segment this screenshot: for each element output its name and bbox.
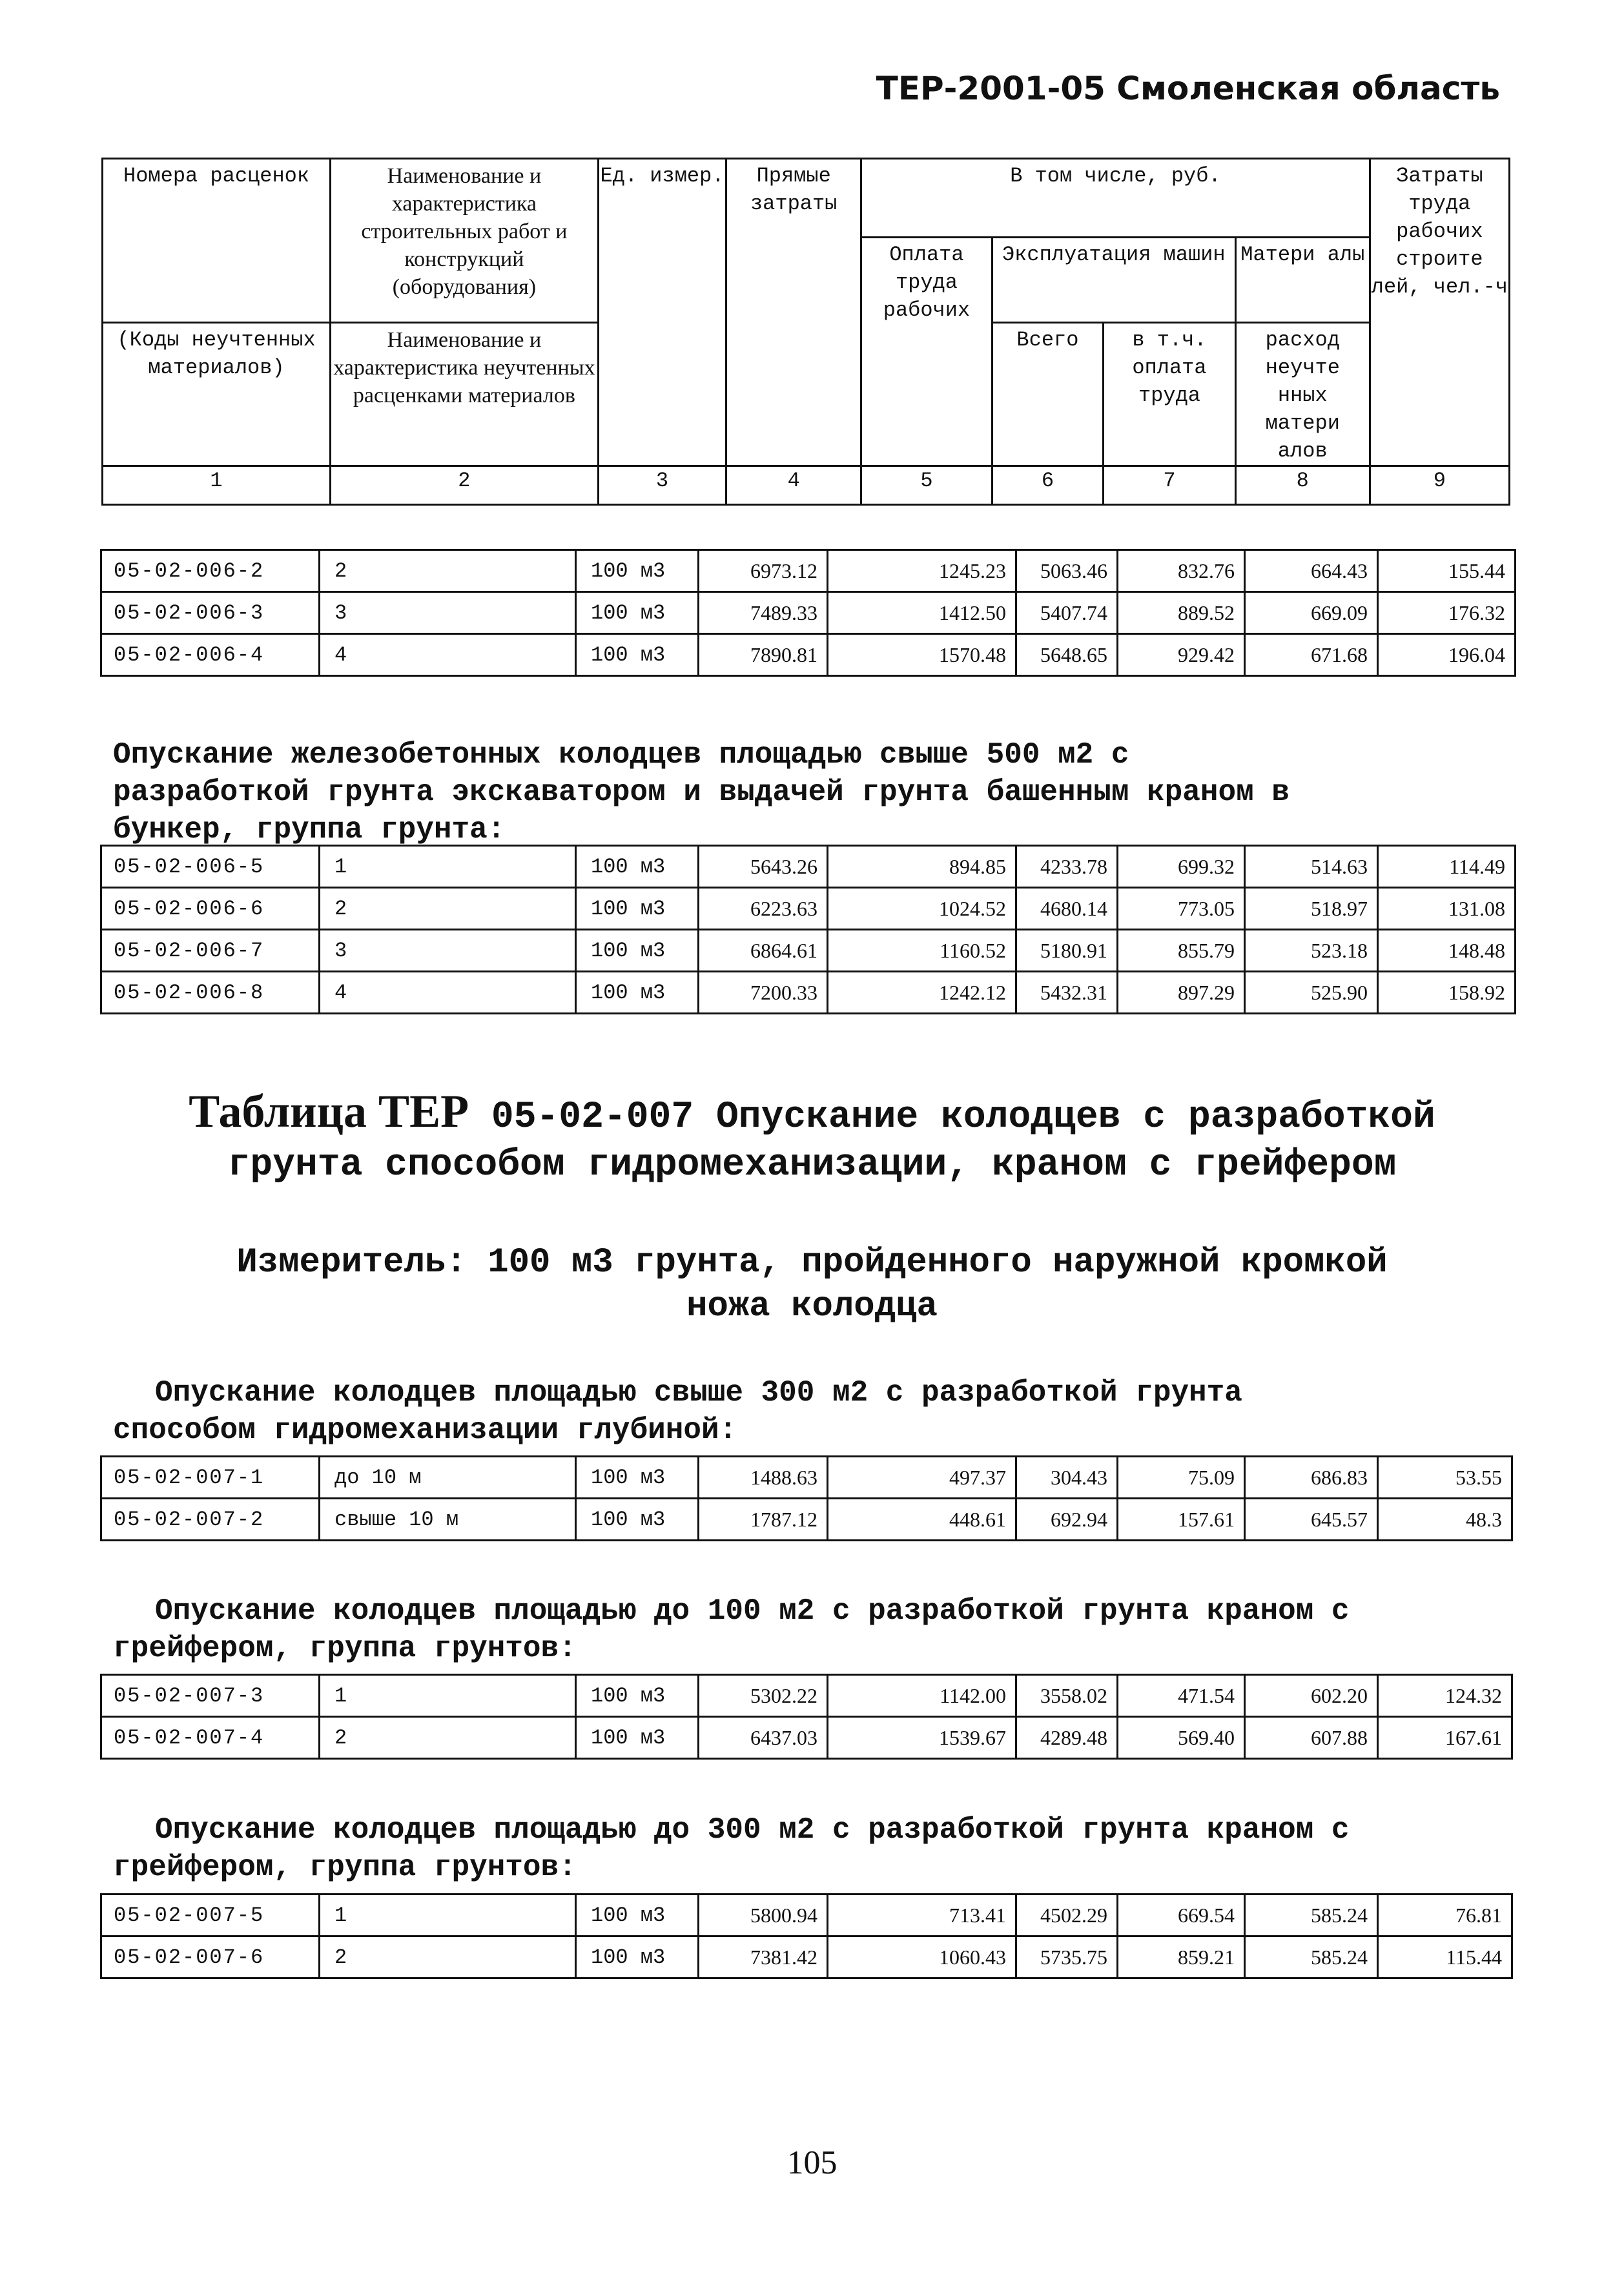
rate-code-cell: 05-02-006-2 (101, 550, 320, 592)
labor-pay-cell: 1245.23 (828, 550, 1016, 592)
direct-cost-cell: 1488.63 (699, 1457, 828, 1499)
labor-hours-cell: 148.48 (1378, 930, 1516, 972)
table-title-line2: грунта способом гидромеханизации, краном с грейфером (227, 1144, 1397, 1186)
materials-cell: 523.18 (1245, 930, 1378, 972)
rate-code-cell: 05-02-006-8 (101, 972, 320, 1014)
table-title (0, 1087, 1624, 1189)
labor-pay-cell: 1412.50 (828, 592, 1016, 634)
rates-table-d (100, 1674, 1513, 1760)
section-e-line: Опускание колодцев площадью до 300 м2 с разработкой грунта краном с (155, 1813, 1350, 1847)
table-row (101, 930, 1516, 972)
rates-table-d-body (101, 1675, 1512, 1759)
group-header: В том числе, руб. (861, 159, 1370, 238)
work-name-cell: 2 (320, 888, 576, 930)
machines-total-cell: 3558.02 (1016, 1675, 1118, 1717)
section-d-line: грейфером, группа грунтов: (113, 1632, 577, 1665)
labor-hours-cell: 196.04 (1378, 634, 1516, 676)
column-number-row (103, 466, 1510, 505)
unit-cell: 100 м3 (576, 1895, 699, 1936)
direct-cost-cell: 6437.03 (699, 1717, 828, 1759)
direct-cost-cell: 5302.22 (699, 1675, 828, 1717)
work-name-cell: 3 (320, 592, 576, 634)
machines-labor-cell: 569.40 (1118, 1717, 1245, 1759)
section-e-line: грейфером, группа грунтов: (113, 1851, 577, 1884)
rate-code-cell: 05-02-007-5 (101, 1895, 320, 1936)
materials-cell: 645.57 (1245, 1499, 1378, 1541)
rate-code-cell: 05-02-007-6 (101, 1936, 320, 1978)
materials-cell: 671.68 (1245, 634, 1378, 676)
table-row (101, 1675, 1512, 1717)
column-number: 8 (1235, 466, 1370, 505)
col2-header: Наименование и характеристика строительных работ и конструкций (оборудования) (331, 159, 599, 323)
labor-hours-cell: 155.44 (1378, 550, 1516, 592)
labor-pay-cell: 1024.52 (828, 888, 1016, 930)
materials-cell: 664.43 (1245, 550, 1378, 592)
col6-header: Всего (992, 323, 1103, 466)
rates-table-b (100, 845, 1516, 1014)
machines-total-cell: 5180.91 (1016, 930, 1118, 972)
col8-header: Матери алы (1235, 238, 1370, 323)
machines-labor-cell: 897.29 (1118, 972, 1245, 1014)
labor-hours-cell: 115.44 (1378, 1936, 1512, 1978)
col5-header: Оплата труда рабочих (861, 238, 992, 466)
section-c-heading (113, 1374, 1556, 1449)
rates-table-c (100, 1455, 1513, 1541)
rate-code-cell: 05-02-007-3 (101, 1675, 320, 1717)
column-number: 1 (103, 466, 331, 505)
machines-labor-cell: 855.79 (1118, 930, 1245, 972)
machines-total-cell: 4289.48 (1016, 1717, 1118, 1759)
section-b-line: разработкой грунта экскаватором и выдачей грунта башенным краном в (113, 775, 1290, 809)
table-row (101, 888, 1516, 930)
machines-labor-cell: 699.32 (1118, 846, 1245, 888)
rate-code-cell: 05-02-007-2 (101, 1499, 320, 1541)
machines-labor-cell: 773.05 (1118, 888, 1245, 930)
table-row (101, 846, 1516, 888)
machines-labor-cell: 889.52 (1118, 592, 1245, 634)
labor-hours-cell: 167.61 (1378, 1717, 1512, 1759)
col9-header-spacer (1370, 323, 1509, 466)
table-row (101, 592, 1516, 634)
machines-labor-cell: 832.76 (1118, 550, 1245, 592)
rates-table-a-body (101, 550, 1516, 676)
machines-total-cell: 4680.14 (1016, 888, 1118, 930)
labor-pay-cell: 448.61 (828, 1499, 1016, 1541)
labor-pay-cell: 1060.43 (828, 1936, 1016, 1978)
rates-table-e (100, 1893, 1513, 1979)
table-row (101, 1457, 1512, 1499)
col9-header: Затраты труда рабочих строите лей, чел.-ч (1370, 159, 1509, 323)
unit-cell: 100 м3 (576, 972, 699, 1014)
column-number: 4 (726, 466, 861, 505)
column-number: 2 (331, 466, 599, 505)
table-title-code: 05-02-007 (491, 1096, 694, 1138)
measure-line: Измеритель: 100 м3 грунта, пройденного наружной кромкой (236, 1243, 1388, 1282)
unit-cell: 100 м3 (576, 1675, 699, 1717)
column-number: 6 (992, 466, 1103, 505)
rate-code-cell: 05-02-006-7 (101, 930, 320, 972)
machines-labor-cell: 859.21 (1118, 1936, 1245, 1978)
direct-cost-cell: 6973.12 (699, 550, 828, 592)
materials-cell: 686.83 (1245, 1457, 1378, 1499)
direct-cost-cell: 7489.33 (699, 592, 828, 634)
column-header-table (101, 158, 1510, 506)
labor-pay-cell: 1242.12 (828, 972, 1016, 1014)
work-name-cell: 4 (320, 634, 576, 676)
machines-total-cell: 5432.31 (1016, 972, 1118, 1014)
col3-header: Ед. измер. (598, 159, 726, 466)
work-name-cell: 3 (320, 930, 576, 972)
table-row (101, 550, 1516, 592)
machines-total-cell: 5407.74 (1016, 592, 1118, 634)
unit-cell: 100 м3 (576, 1457, 699, 1499)
direct-cost-cell: 7381.42 (699, 1936, 828, 1978)
table-row (101, 1895, 1512, 1936)
section-c-line: Опускание колодцев площадью свыше 300 м2 с разработкой грунта (155, 1376, 1242, 1410)
rate-code-cell: 05-02-006-5 (101, 846, 320, 888)
labor-hours-cell: 114.49 (1378, 846, 1516, 888)
col2-subheader: Наименование и характеристика неучтенных расценками материалов (331, 323, 599, 466)
table-row (101, 1499, 1512, 1541)
table-title-rest: Опускание колодцев с разработкой (715, 1096, 1435, 1138)
col7-header: в т.ч. оплата труда (1104, 323, 1236, 466)
machines-total-cell: 5735.75 (1016, 1936, 1118, 1978)
machines-total-cell: 304.43 (1016, 1457, 1118, 1499)
unit-cell: 100 м3 (576, 930, 699, 972)
machines-total-cell: 4502.29 (1016, 1895, 1118, 1936)
work-name-cell: до 10 м (320, 1457, 576, 1499)
machines-total-cell: 4233.78 (1016, 846, 1118, 888)
labor-pay-cell: 713.41 (828, 1895, 1016, 1936)
section-d-line: Опускание колодцев площадью до 100 м2 с разработкой грунта краном с (155, 1594, 1350, 1628)
unit-cell: 100 м3 (576, 1499, 699, 1541)
col4-header: Прямые затраты (726, 159, 861, 466)
column-number: 9 (1370, 466, 1509, 505)
labor-pay-cell: 1539.67 (828, 1717, 1016, 1759)
work-name-cell: 4 (320, 972, 576, 1014)
machines-labor-cell: 75.09 (1118, 1457, 1245, 1499)
labor-pay-cell: 1160.52 (828, 930, 1016, 972)
unit-cell: 100 м3 (576, 550, 699, 592)
labor-hours-cell: 76.81 (1378, 1895, 1512, 1936)
labor-hours-cell: 176.32 (1378, 592, 1516, 634)
section-c-line: способом гидромеханизации глубиной: (113, 1413, 737, 1447)
direct-cost-cell: 6223.63 (699, 888, 828, 930)
section-b-heading (113, 736, 1514, 848)
section-b-line: бункер, группа грунта: (113, 813, 506, 847)
rates-table-c-body (101, 1457, 1512, 1541)
rate-code-cell: 05-02-006-6 (101, 888, 320, 930)
rates-table-e-body (101, 1895, 1512, 1978)
unit-cell: 100 м3 (576, 1936, 699, 1978)
materials-cell: 525.90 (1245, 972, 1378, 1014)
machines-labor-cell: 669.54 (1118, 1895, 1245, 1936)
machines-labor-cell: 157.61 (1118, 1499, 1245, 1541)
materials-cell: 602.20 (1245, 1675, 1378, 1717)
table-title-word: Таблица ТЕР (189, 1085, 469, 1137)
work-name-cell: 2 (320, 550, 576, 592)
rates-table-b-body (101, 846, 1516, 1014)
col67-header: Эксплуатация машин (992, 238, 1235, 323)
rate-code-cell: 05-02-006-4 (101, 634, 320, 676)
machines-total-cell: 5063.46 (1016, 550, 1118, 592)
section-b-line: Опускание железобетонных колодцев площадью свыше 500 м2 с (113, 738, 1129, 772)
measure-unit (0, 1241, 1624, 1329)
work-name-cell: 2 (320, 1717, 576, 1759)
materials-cell: 669.09 (1245, 592, 1378, 634)
direct-cost-cell: 1787.12 (699, 1499, 828, 1541)
machines-labor-cell: 929.42 (1118, 634, 1245, 676)
section-e-heading (113, 1811, 1556, 1886)
col1-subheader: (Коды неучтенных материалов) (103, 323, 331, 466)
labor-hours-cell: 158.92 (1378, 972, 1516, 1014)
unit-cell: 100 м3 (576, 592, 699, 634)
unit-cell: 100 м3 (576, 846, 699, 888)
materials-cell: 518.97 (1245, 888, 1378, 930)
labor-pay-cell: 894.85 (828, 846, 1016, 888)
labor-pay-cell: 1570.48 (828, 634, 1016, 676)
materials-cell: 607.88 (1245, 1717, 1378, 1759)
column-number: 5 (861, 466, 992, 505)
rate-code-cell: 05-02-007-1 (101, 1457, 320, 1499)
labor-hours-cell: 131.08 (1378, 888, 1516, 930)
direct-cost-cell: 5643.26 (699, 846, 828, 888)
work-name-cell: 1 (320, 1895, 576, 1936)
table-title-line1 (0, 1087, 1624, 1142)
direct-cost-cell: 7890.81 (699, 634, 828, 676)
machines-total-cell: 5648.65 (1016, 634, 1118, 676)
section-d-heading (113, 1592, 1556, 1667)
measure-line: ножа колодца (686, 1287, 938, 1326)
rates-table-a (100, 549, 1516, 677)
work-name-cell: 2 (320, 1936, 576, 1978)
work-name-cell: 1 (320, 1675, 576, 1717)
labor-hours-cell: 48.3 (1378, 1499, 1512, 1541)
direct-cost-cell: 7200.33 (699, 972, 828, 1014)
table-row (101, 972, 1516, 1014)
machines-labor-cell: 471.54 (1118, 1675, 1245, 1717)
unit-cell: 100 м3 (576, 1717, 699, 1759)
page-number: 105 (786, 2144, 838, 2181)
labor-pay-cell: 1142.00 (828, 1675, 1016, 1717)
rate-code-cell: 05-02-006-3 (101, 592, 320, 634)
machines-total-cell: 692.94 (1016, 1499, 1118, 1541)
page-header-title: ТЕР-2001-05 Смоленская область (876, 70, 1500, 107)
labor-hours-cell: 53.55 (1378, 1457, 1512, 1499)
labor-hours-cell: 124.32 (1378, 1675, 1512, 1717)
direct-cost-cell: 5800.94 (699, 1895, 828, 1936)
materials-cell: 585.24 (1245, 1936, 1378, 1978)
col1-header: Номера расценок (103, 159, 331, 238)
direct-cost-cell: 6864.61 (699, 930, 828, 972)
materials-cell: 585.24 (1245, 1895, 1378, 1936)
table-row (101, 1717, 1512, 1759)
unit-cell: 100 м3 (576, 634, 699, 676)
unit-cell: 100 м3 (576, 888, 699, 930)
table-row (101, 634, 1516, 676)
col8-subheader: расход неучте нных матери алов (1235, 323, 1370, 466)
work-name-cell: свыше 10 м (320, 1499, 576, 1541)
work-name-cell: 1 (320, 846, 576, 888)
column-number: 3 (598, 466, 726, 505)
col1-header-spacer (103, 238, 331, 323)
materials-cell: 514.63 (1245, 846, 1378, 888)
column-number: 7 (1104, 466, 1236, 505)
table-row (101, 1936, 1512, 1978)
rate-code-cell: 05-02-007-4 (101, 1717, 320, 1759)
labor-pay-cell: 497.37 (828, 1457, 1016, 1499)
